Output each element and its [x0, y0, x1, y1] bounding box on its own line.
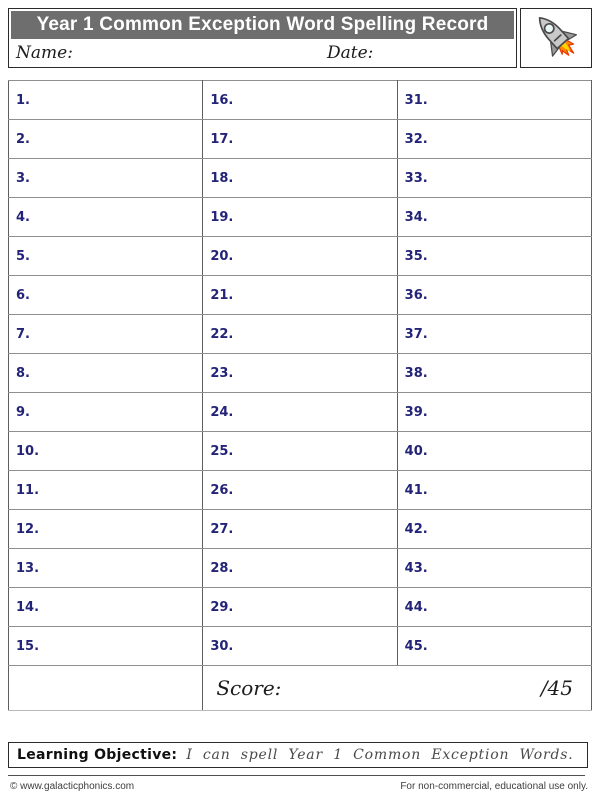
cell-number: 12. [16, 522, 40, 537]
score-label: Score: [216, 676, 282, 700]
spelling-cell [397, 354, 591, 393]
cell-number: 6. [16, 288, 30, 303]
table-row [9, 471, 592, 510]
spelling-cell [203, 588, 397, 627]
spelling-cell [397, 276, 591, 315]
cell-number: 28. [210, 561, 234, 576]
rocket-icon [529, 9, 583, 68]
score-value: /45 [540, 676, 573, 700]
spelling-cell [203, 198, 397, 237]
cell-number: 39. [404, 405, 428, 420]
table-row [9, 432, 592, 471]
cell-number: 26. [210, 483, 234, 498]
spelling-cell [9, 315, 203, 354]
table-row [9, 510, 592, 549]
spelling-cell [203, 432, 397, 471]
cell-number: 31. [404, 93, 428, 108]
cell-number: 42. [404, 522, 428, 537]
spelling-cell [9, 354, 203, 393]
spelling-cell [9, 393, 203, 432]
spelling-cell [203, 549, 397, 588]
cell-number: 24. [210, 405, 234, 420]
rocket-box [520, 8, 592, 68]
date-label: Date: [327, 43, 374, 63]
cell-number: 44. [404, 600, 428, 615]
spelling-cell [203, 627, 397, 666]
cell-number: 45. [404, 639, 428, 654]
spelling-cell [9, 588, 203, 627]
spelling-cell [203, 276, 397, 315]
cell-number: 8. [16, 366, 30, 381]
table-row [9, 549, 592, 588]
spelling-cell [397, 510, 591, 549]
cell-number: 27. [210, 522, 234, 537]
footer-license: For non-commercial, educational use only. [400, 781, 588, 792]
spelling-cell [397, 81, 591, 120]
cell-number: 7. [16, 327, 30, 342]
spelling-cell [203, 81, 397, 120]
cell-number: 20. [210, 249, 234, 264]
table-row [9, 159, 592, 198]
spelling-cell [397, 471, 591, 510]
spelling-cell [203, 315, 397, 354]
spelling-cell [203, 237, 397, 276]
cell-number: 30. [210, 639, 234, 654]
cell-number: 32. [404, 132, 428, 147]
spelling-cell [9, 120, 203, 159]
cell-number: 17. [210, 132, 234, 147]
cell-number: 2. [16, 132, 30, 147]
spelling-cell [397, 627, 591, 666]
name-date-row [9, 39, 516, 67]
cell-number: 36. [404, 288, 428, 303]
cell-number: 13. [16, 561, 40, 576]
table-row [9, 315, 592, 354]
spelling-cell [397, 315, 591, 354]
table-row [9, 120, 592, 159]
header-box [8, 8, 517, 68]
spelling-cell [397, 198, 591, 237]
cell-number: 1. [16, 93, 30, 108]
spelling-cell [9, 549, 203, 588]
cell-number: 37. [404, 327, 428, 342]
name-label: Name: [16, 43, 73, 63]
cell-number: 10. [16, 444, 40, 459]
spelling-cell [203, 354, 397, 393]
table-row [9, 627, 592, 666]
spelling-cell [397, 393, 591, 432]
cell-number: 19. [210, 210, 234, 225]
cell-number: 35. [404, 249, 428, 264]
table-row [9, 198, 592, 237]
score-row [9, 666, 592, 711]
score-cell [203, 666, 592, 711]
page-title: Year 1 Common Exception Word Spelling Record [11, 11, 514, 39]
learning-objective-label: Learning Objective: [17, 747, 178, 763]
cell-number: 5. [16, 249, 30, 264]
spelling-cell [203, 120, 397, 159]
cell-number: 43. [404, 561, 428, 576]
cell-number: 22. [210, 327, 234, 342]
spelling-cell [9, 237, 203, 276]
spelling-cell [9, 198, 203, 237]
table-row [9, 81, 592, 120]
table-row [9, 276, 592, 315]
cell-number: 34. [404, 210, 428, 225]
table-row [9, 354, 592, 393]
spelling-cell [9, 627, 203, 666]
footer-copyright: © www.galacticphonics.com [10, 781, 135, 792]
spelling-cell [9, 471, 203, 510]
cell-number: 3. [16, 171, 30, 186]
cell-number: 18. [210, 171, 234, 186]
cell-number: 25. [210, 444, 234, 459]
cell-number: 4. [16, 210, 30, 225]
spelling-cell [397, 549, 591, 588]
spelling-cell [397, 432, 591, 471]
spelling-cell [203, 510, 397, 549]
spelling-cell [397, 588, 591, 627]
learning-objective-box [8, 742, 588, 768]
cell-number: 16. [210, 93, 234, 108]
cell-number: 15. [16, 639, 40, 654]
cell-number: 9. [16, 405, 30, 420]
spelling-cell [397, 159, 591, 198]
table-row [9, 588, 592, 627]
spelling-cell [203, 393, 397, 432]
spelling-cell [9, 159, 203, 198]
learning-objective-text: I can spell Year 1 Common Exception Words. [186, 747, 574, 763]
table-row [9, 393, 592, 432]
cell-number: 14. [16, 600, 40, 615]
score-empty-cell [9, 666, 203, 711]
spelling-cell [203, 159, 397, 198]
spelling-cell [203, 471, 397, 510]
cell-number: 21. [210, 288, 234, 303]
spelling-grid [8, 80, 592, 711]
cell-number: 29. [210, 600, 234, 615]
spelling-cell [9, 81, 203, 120]
footer-divider [8, 775, 585, 776]
spelling-cell [9, 510, 203, 549]
header [8, 8, 592, 68]
cell-number: 38. [404, 366, 428, 381]
cell-number: 40. [404, 444, 428, 459]
spelling-cell [9, 276, 203, 315]
spelling-cell [9, 432, 203, 471]
table-row [9, 237, 592, 276]
cell-number: 11. [16, 483, 40, 498]
spelling-cell [397, 120, 591, 159]
cell-number: 41. [404, 483, 428, 498]
cell-number: 23. [210, 366, 234, 381]
cell-number: 33. [404, 171, 428, 186]
spelling-cell [397, 237, 591, 276]
